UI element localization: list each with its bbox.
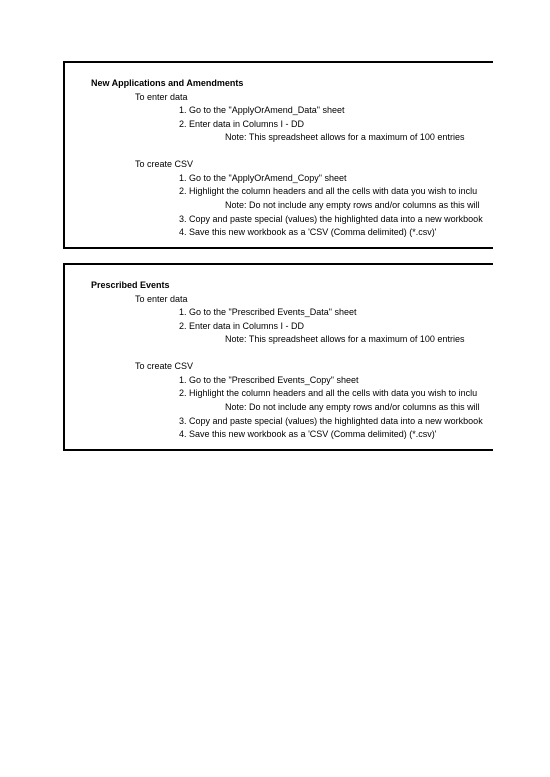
section-prescribed-events bbox=[63, 263, 493, 451]
enter-data-label: To enter data bbox=[135, 92, 188, 102]
enter-step-2: 2. Enter data in Columns I - DD bbox=[179, 321, 305, 331]
csv-step-2: 2. Highlight the column headers and all the cells with data you wish to inclu bbox=[179, 388, 478, 398]
csv-step-1: 1. Go to the "Prescribed Events_Copy" sheet bbox=[179, 375, 359, 385]
enter-step-1: 1. Go to the "ApplyOrAmend_Data" sheet bbox=[179, 105, 345, 115]
csv-step-4: 4. Save this new workbook as a 'CSV (Comma delimited) (*.csv)' bbox=[179, 227, 437, 237]
enter-data-label: To enter data bbox=[135, 294, 188, 304]
create-csv-label: To create CSV bbox=[135, 159, 194, 169]
enter-step-2: 2. Enter data in Columns I - DD bbox=[179, 119, 305, 129]
enter-step-1: 1. Go to the "Prescribed Events_Data" sheet bbox=[179, 307, 357, 317]
enter-note: Note: This spreadsheet allows for a maximum of 100 entries bbox=[225, 334, 465, 344]
section-title: Prescribed Events bbox=[91, 280, 170, 290]
csv-step-3: 3. Copy and paste special (values) the highlighted data into a new workbook bbox=[179, 214, 483, 224]
create-csv-label: To create CSV bbox=[135, 361, 194, 371]
section-title: New Applications and Amendments bbox=[91, 78, 244, 88]
csv-step-3: 3. Copy and paste special (values) the highlighted data into a new workbook bbox=[179, 416, 483, 426]
csv-step-1: 1. Go to the "ApplyOrAmend_Copy" sheet bbox=[179, 173, 347, 183]
csv-step-2: 2. Highlight the column headers and all the cells with data you wish to inclu bbox=[179, 186, 478, 196]
csv-note: Note: Do not include any empty rows and/or columns as this will bbox=[225, 402, 480, 412]
enter-note: Note: This spreadsheet allows for a maximum of 100 entries bbox=[225, 132, 465, 142]
csv-note: Note: Do not include any empty rows and/or columns as this will bbox=[225, 200, 480, 210]
csv-step-4: 4. Save this new workbook as a 'CSV (Comma delimited) (*.csv)' bbox=[179, 429, 437, 439]
section-new-applications bbox=[63, 61, 493, 249]
